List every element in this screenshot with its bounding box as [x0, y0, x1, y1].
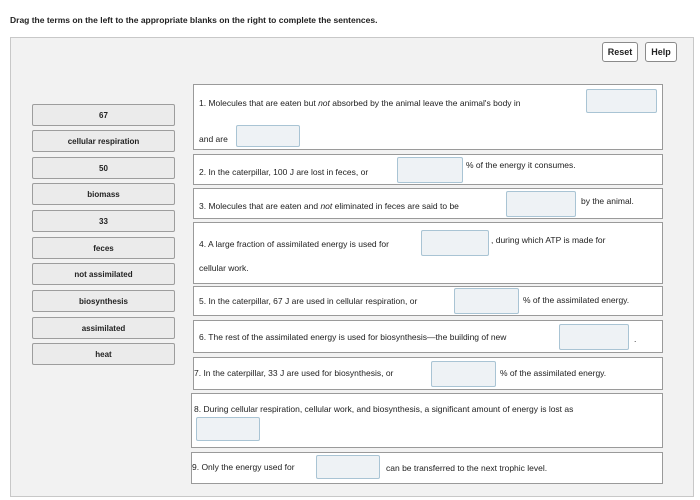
term-33[interactable]: 33 — [32, 210, 175, 232]
blank-1b[interactable] — [236, 125, 300, 147]
sentence-8 — [191, 393, 663, 448]
sentence-9 — [191, 452, 663, 484]
blank-6[interactable] — [559, 324, 629, 350]
term-feces[interactable]: feces — [32, 237, 175, 259]
blank-5[interactable] — [454, 288, 519, 314]
term-cellular-respiration[interactable]: cellular respiration — [32, 130, 175, 152]
sentence-9-text-b: can be transferred to the next trophic level. — [386, 463, 548, 473]
term-biosynthesis[interactable]: biosynthesis — [32, 290, 175, 312]
blank-8[interactable] — [196, 417, 260, 441]
sentence-7-text-b: % of the assimilated energy. — [500, 368, 607, 378]
sentence-5-text-b: % of the assimilated energy. — [523, 295, 630, 305]
sentence-1-text-b: absorbed by the animal leave the animal's body in — [329, 98, 521, 108]
term-not-assimilated[interactable]: not assimilated — [32, 263, 175, 285]
sentence-5 — [193, 286, 663, 316]
blank-3[interactable] — [506, 191, 576, 217]
term-assimilated[interactable]: assimilated — [32, 317, 175, 339]
sentence-1-text-c: and are — [199, 134, 228, 144]
sentence-6-text-a: 6. The rest of the assimilated energy is used for biosynthesis—the building of new — [199, 332, 507, 342]
sentence-3-text-c: by the animal. — [581, 196, 634, 206]
reset-button[interactable]: Reset — [602, 42, 638, 62]
sentence-3 — [193, 188, 663, 219]
sentence-2 — [193, 154, 663, 185]
sentence-4-text-c: cellular work. — [199, 263, 249, 273]
sentence-1 — [193, 84, 663, 150]
sentence-6 — [193, 320, 663, 353]
sentence-8-text-a: 8. During cellular respiration, cellular work, and biosynthesis, a significant amount of energy is lost as — [194, 404, 574, 414]
sentence-1-text-a: 1. Molecules that are eaten but — [199, 98, 319, 108]
sentence-4 — [193, 222, 663, 284]
help-button[interactable]: Help — [645, 42, 677, 62]
blank-4[interactable] — [421, 230, 489, 256]
sentence-2-text-b: % of the energy it consumes. — [466, 160, 576, 170]
instruction-text: Drag the terms on the left to the appropriate blanks on the right to complete the sentences. — [10, 15, 378, 25]
term-heat[interactable]: heat — [32, 343, 175, 365]
blank-9[interactable] — [316, 455, 380, 479]
sentence-7 — [193, 357, 663, 390]
term-67[interactable]: 67 — [32, 104, 175, 126]
blank-7[interactable] — [431, 361, 496, 387]
sentence-2-text-a: 2. In the caterpillar, 100 J are lost in feces, or — [199, 167, 369, 177]
blank-2[interactable] — [397, 157, 463, 183]
sentence-3-emphasis: not — [320, 201, 333, 211]
blank-1a[interactable] — [586, 89, 657, 113]
sentence-5-text-a: 5. In the caterpillar, 67 J are used in cellular respiration, or — [199, 296, 418, 306]
sentence-1-emphasis: not — [318, 98, 330, 108]
term-50[interactable]: 50 — [32, 157, 175, 179]
sentence-4-text-b: , during which ATP is made for — [491, 235, 606, 245]
sentence-7-text-a: 7. In the caterpillar, 33 J are used for biosynthesis, or — [194, 368, 394, 378]
term-biomass[interactable]: biomass — [32, 183, 175, 205]
sentence-6-text-b: . — [634, 334, 637, 344]
sentence-4-text-a: 4. A large fraction of assimilated energy is used for — [199, 239, 389, 249]
sentence-3-text-a: 3. Molecules that are eaten and — [199, 201, 321, 211]
sentence-9-text-a: 9. Only the energy used for — [192, 462, 295, 472]
sentence-3-text-b: eliminated in feces are said to be — [332, 201, 459, 211]
